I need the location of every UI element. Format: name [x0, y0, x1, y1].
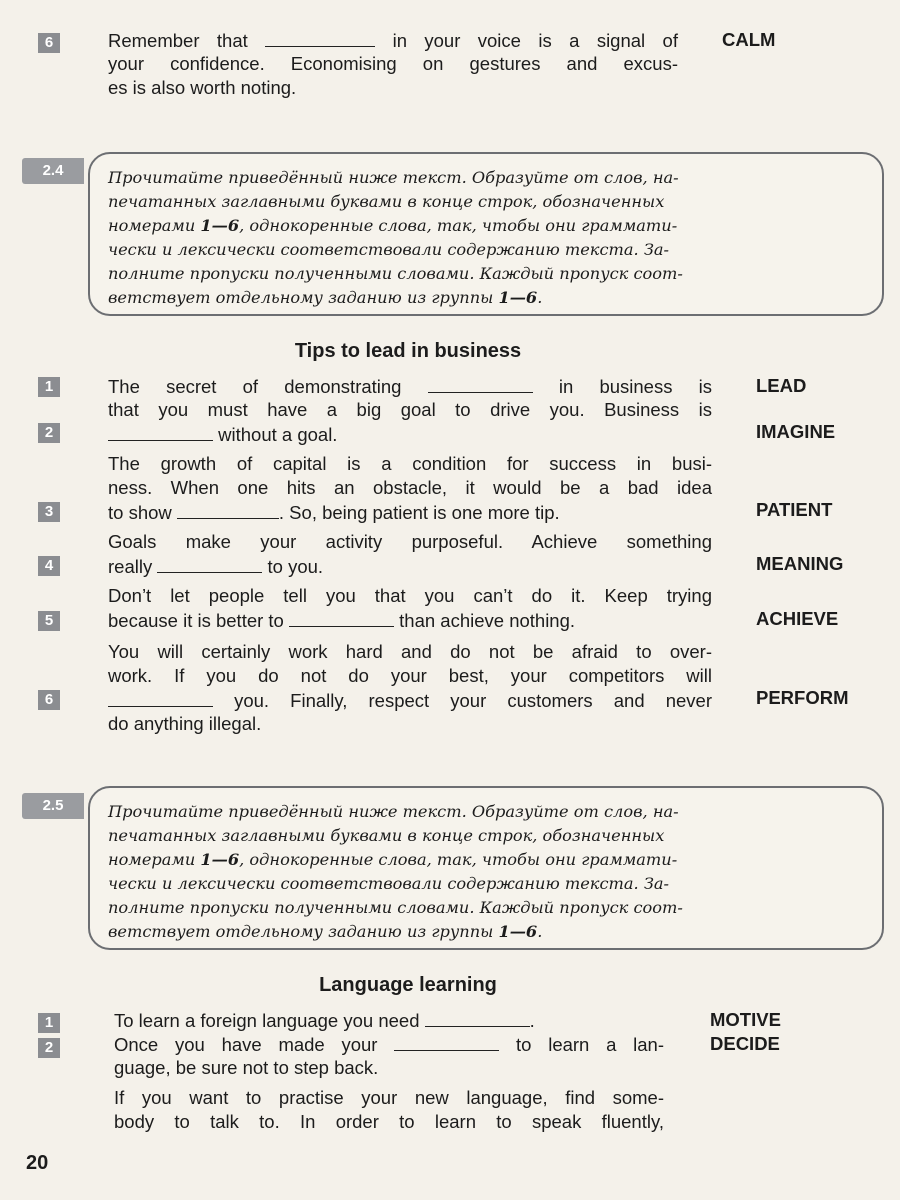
- instruction-fragment: , однокоренные слова, так, чтобы они граммати-: [239, 850, 678, 869]
- text-fragment: Once you have made your: [114, 1034, 378, 1055]
- instruction-fragment: .: [537, 288, 543, 307]
- text-line: guage, be sure not to step back.: [114, 1057, 379, 1078]
- instruction-fragment: номерами: [108, 850, 201, 869]
- item-number-box: 6: [38, 690, 60, 710]
- instruction-range: 1—6: [498, 922, 538, 941]
- text-line: body to talk to. In order to learn to speak fluently,: [114, 1111, 664, 1132]
- item-number-box: 2: [38, 423, 60, 443]
- text-fragment: .: [529, 1010, 535, 1031]
- text-fragment: than achieve nothing.: [399, 610, 576, 631]
- item-number-box: 1: [38, 377, 60, 397]
- instruction-fragment: , однокоренные слова, так, чтобы они граммати-: [239, 216, 678, 235]
- instruction-line: чески и лексически соответствовали содержанию текста. За-: [108, 240, 670, 259]
- item-number-box: 5: [38, 611, 60, 631]
- keyword-calm: CALM: [722, 29, 776, 50]
- answer-blank: [157, 554, 262, 573]
- task-number-tab: 2.4: [22, 158, 84, 184]
- text-line: [114, 1032, 664, 1057]
- text-line: [114, 1008, 535, 1033]
- keyword-motive: MOTIVE: [710, 1009, 781, 1030]
- keyword-lead: LEAD: [756, 375, 807, 396]
- task-number-tab: 2.5: [22, 793, 84, 819]
- item-number-box: 4: [38, 556, 60, 576]
- instruction-line: чески и лексически соответствовали содержанию текста. За-: [108, 874, 670, 893]
- instruction-line: [108, 214, 677, 238]
- instruction-line: Прочитайте приведённый ниже текст. Образуйте от слов, на-: [108, 168, 679, 187]
- instruction-line: печатанных заглавными буквами в конце строк, обозначенных: [108, 192, 665, 211]
- answer-blank: [289, 608, 394, 627]
- text-fragment: you. Finally, respect your customers and never: [234, 690, 713, 711]
- instruction-line: Прочитайте приведённый ниже текст. Образуйте от слов, на-: [108, 802, 679, 821]
- section-title: Tips to lead in business: [294, 340, 522, 362]
- answer-blank: [108, 688, 213, 707]
- answer-blank: [177, 500, 279, 519]
- keyword-decide: DECIDE: [710, 1033, 780, 1054]
- answer-blank: [425, 1008, 530, 1027]
- answer-blank: [108, 422, 213, 441]
- text-line: that you must have a big goal to drive you. Business is: [108, 399, 712, 420]
- text-fragment: to show: [108, 502, 172, 523]
- instruction-fragment: номерами: [108, 216, 201, 235]
- item-number-box: 3: [38, 502, 60, 522]
- text-fragment: in your voice is a signal of: [392, 30, 678, 51]
- text-line: es is also worth noting.: [108, 77, 297, 98]
- keyword-perform: PERFORM: [756, 687, 849, 708]
- answer-blank: [428, 374, 533, 393]
- item-number-box: 2: [38, 1038, 60, 1058]
- keyword-patient: PATIENT: [756, 499, 833, 520]
- instruction-range: 1—6: [200, 216, 240, 235]
- text-fragment: without a goal.: [218, 424, 338, 445]
- text-fragment: . So, being patient is one more tip.: [278, 502, 560, 523]
- keyword-achieve: ACHIEVE: [756, 608, 839, 629]
- instruction-range: 1—6: [200, 850, 240, 869]
- section-title: Language learning: [319, 974, 497, 996]
- text-line: If you want to practise your new language, find some-: [114, 1087, 664, 1108]
- text-line: work. If you do not do your best, your competitors will: [108, 665, 712, 686]
- instruction-fragment: ветствует отдельному заданию из группы: [108, 288, 499, 307]
- item-number-box: 6: [38, 33, 60, 53]
- text-line: Goals make your activity purposeful. Achieve something: [108, 531, 712, 552]
- page-number: 20: [26, 1152, 49, 1174]
- text-fragment: To learn a foreign language you need: [114, 1010, 420, 1031]
- text-line: You will certainly work hard and do not be afraid to over-: [108, 641, 712, 662]
- instruction-range: 1—6: [498, 288, 538, 307]
- text-line: Don’t let people tell you that you can’t do it. Keep trying: [108, 585, 712, 606]
- instruction-fragment: ветствует отдельному заданию из группы: [108, 922, 499, 941]
- instruction-line: [108, 848, 677, 872]
- instruction-line: полните пропуски полученными словами. Каждый пропуск соот-: [108, 264, 683, 283]
- instruction-line: [108, 920, 542, 944]
- text-fragment: really: [108, 556, 153, 577]
- item-number-box: 1: [38, 1013, 60, 1033]
- text-line: The growth of capital is a condition for success in busi-: [108, 453, 712, 474]
- text-line: [108, 554, 323, 579]
- text-fragment: to learn a lan-: [516, 1034, 665, 1055]
- text-line: [108, 374, 712, 399]
- answer-blank: [265, 28, 375, 47]
- text-line: [108, 500, 560, 525]
- instruction-line: полните пропуски полученными словами. Каждый пропуск соот-: [108, 898, 683, 917]
- text-line: [108, 608, 575, 633]
- keyword-imagine: IMAGINE: [756, 421, 836, 442]
- text-fragment: The secret of demonstrating: [108, 376, 402, 397]
- text-fragment: because it is better to: [108, 610, 284, 631]
- text-fragment: Remember that: [108, 30, 248, 51]
- text-line: [108, 422, 337, 447]
- instruction-line: печатанных заглавными буквами в конце строк, обозначенных: [108, 826, 665, 845]
- answer-blank: [394, 1032, 499, 1051]
- instruction-fragment: .: [537, 922, 543, 941]
- text-line: your confidence. Economising on gestures and excus-: [108, 53, 678, 74]
- text-line: do anything illegal.: [108, 713, 262, 734]
- instruction-line: [108, 286, 542, 310]
- keyword-meaning: MEANING: [756, 553, 844, 574]
- text-fragment: to you.: [267, 556, 324, 577]
- text-fragment: in business is: [558, 376, 713, 397]
- text-line: [108, 688, 712, 713]
- text-line: ness. When one hits an obstacle, it would be a bad idea: [108, 477, 712, 498]
- text-line: [108, 28, 678, 53]
